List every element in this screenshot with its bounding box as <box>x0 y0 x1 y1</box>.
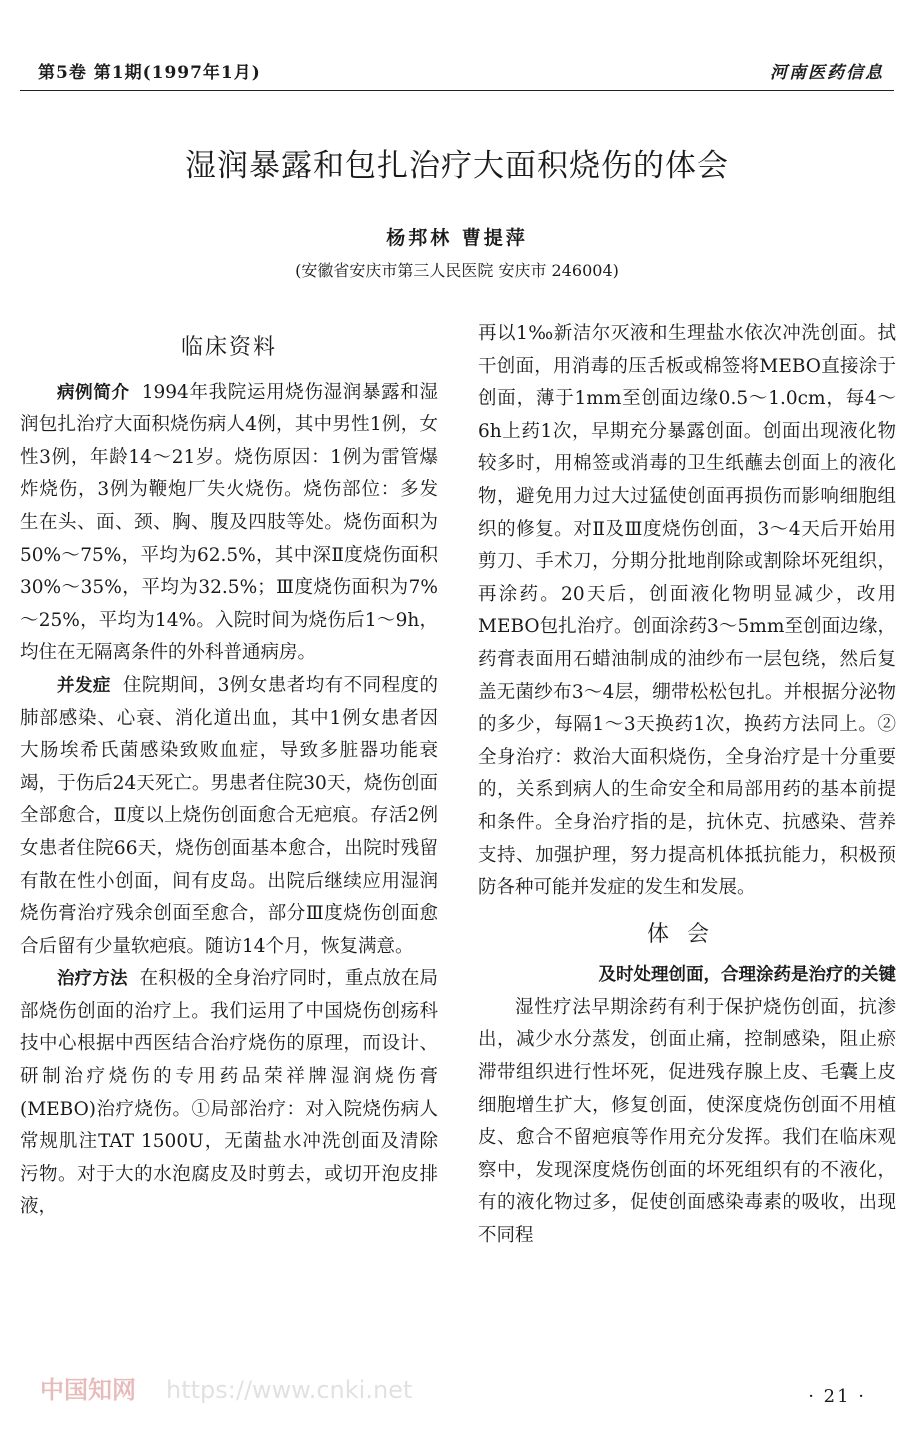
section-heading-clinical: 临床资料 <box>180 335 277 360</box>
right-column <box>478 318 896 1253</box>
text-treatment: 在积极的全身治疗同时，重点放在局部烧伤创面的治疗上。我们运用了中国烧伤创疡科技中心根据中西医结合治疗烧伤的原理，而设计、研制治疗烧伤的专用药品荣祥牌湿润烧伤膏(MEBO)治疗烧伤。①局部治疗：对入院烧伤病人常规肌注TAT 1500U，无菌盐水冲洗创面及清除污物。对于大的水泡腐皮及时剪去，或切开泡皮排液， <box>20 968 438 1218</box>
text-complications: 住院期间，3例女患者均有不同程度的肺部感染、心衰、消化道出血，其中1例女患者因大肠埃希氏菌感染致败血症，导致多脏器功能衰竭，于伤后24天死亡。男患者住院30天，烧伤创面全部愈合，Ⅱ度以上烧伤创面愈合无疤痕。存活2例女患者住院66天，烧伤创面基本愈合，出院时残留有散在性小创面，间有皮岛。出院后继续应用湿润烧伤膏治疗残余创面至愈合，部分Ⅲ度烧伤创面愈合后留有少量软疤痕。随访14个月，恢复满意。 <box>20 674 439 957</box>
journal-issue: 第5卷 第1期(1997年1月) <box>38 63 261 83</box>
watermark-url: https://www.cnki.net <box>166 1376 413 1404</box>
lead-treatment: 治疗方法 <box>57 969 128 990</box>
journal-name: 河南医药信息 <box>770 63 884 83</box>
header-rule <box>20 90 894 91</box>
page-number: · 21 · <box>808 1386 866 1407</box>
text-case-summary: 1994年我院运用烧伤湿润暴露和湿润包扎治疗大面积烧伤病人4例，其中男性1例，女性3例，年龄14～21岁。烧伤原因：1例为雷管爆炸烧伤，3例为鞭炮厂失火烧伤。烧伤部位：多发生在头、面、颈、胸、腹及四肢等处。烧伤面积为50%～75%，平均为62.5%，其中深Ⅱ度烧伤面积30%～35%，平均为32.5%；Ⅲ度烧伤面积为7%～25%，平均为14%。入院时间为烧伤后1～9h，均住在无隔离条件的外科普通病房。 <box>20 381 438 664</box>
article-title: 湿润暴露和包扎治疗大面积烧伤的体会 <box>185 148 729 184</box>
article-authors: 杨邦林 曹提萍 <box>386 227 528 249</box>
cnki-watermark <box>40 1370 412 1405</box>
paragraph-complications <box>20 670 438 963</box>
watermark-cn: 中国知网 <box>40 1376 136 1404</box>
lead-case-summary: 病例简介 <box>57 382 130 403</box>
article-affiliation: (安徽省安庆市第三人民医院 安庆市 246004) <box>295 261 619 280</box>
left-column <box>20 318 438 1224</box>
paragraph-treatment <box>20 963 438 1224</box>
subheading-key-point: 及时处理创面，合理涂药是治疗的关键 <box>598 965 896 986</box>
paragraph-experience: 湿性疗法早期涂药有利于保护烧伤创面，抗渗出，减少水分蒸发，创面止痛，控制感染，阻止瘀滞带组织进行性坏死，促进残存腺上皮、毛囊上皮细胞增生扩大，修复创面，使深度烧伤创面不用植皮、愈合不留疤痕等作用充分发挥。我们在临床观察中，发现深度烧伤创面的坏死组织有的不液化，有的液化物过多，促使创面感染毒素的吸收，出现不同程 <box>478 996 896 1247</box>
paragraph-treatment-continued: 再以1‰新洁尔灭液和生理盐水依次冲洗创面。拭干创面，用消毒的压舌板或棉签将MEBO直接涂于创面，薄于1mm至创面边缘0.5～1.0cm，每4～6h上药1次，早期充分暴露创面。创面出现液化物较多时，用棉签或消毒的卫生纸蘸去创面上的液化物，避免用力过大过猛使创面再损伤而影响细胞组织的修复。对Ⅱ及Ⅲ度烧伤创面，3～4天后开始用剪刀、手术刀，分期分批地削除或割除坏死组织，再涂药。20天后，创面液化物明显减少，改用MEBO包扎治疗。创面涂药3～5mm至创面边缘，药膏表面用石蜡油制成的油纱布一层包绕，然后复盖无菌纱布3～4层，绷带松松包扎。并根据分泌物的多少，每隔1～3天换药1次，换药方法同上。②全身治疗：救治大面积烧伤，全身治疗是十分重要的，关系到病人的生命安全和局部用药的基本前提和条件。全身治疗指的是，抗休克、抗感染、营养支持、加强护理，努力提高机体抵抗能力，积极预防各种可能并发症的发生和发展。 <box>478 323 896 899</box>
paragraph-case-summary <box>20 377 438 670</box>
section-heading-experience: 体会 <box>646 921 727 947</box>
lead-complications: 并发症 <box>57 675 111 696</box>
running-header <box>20 58 894 88</box>
